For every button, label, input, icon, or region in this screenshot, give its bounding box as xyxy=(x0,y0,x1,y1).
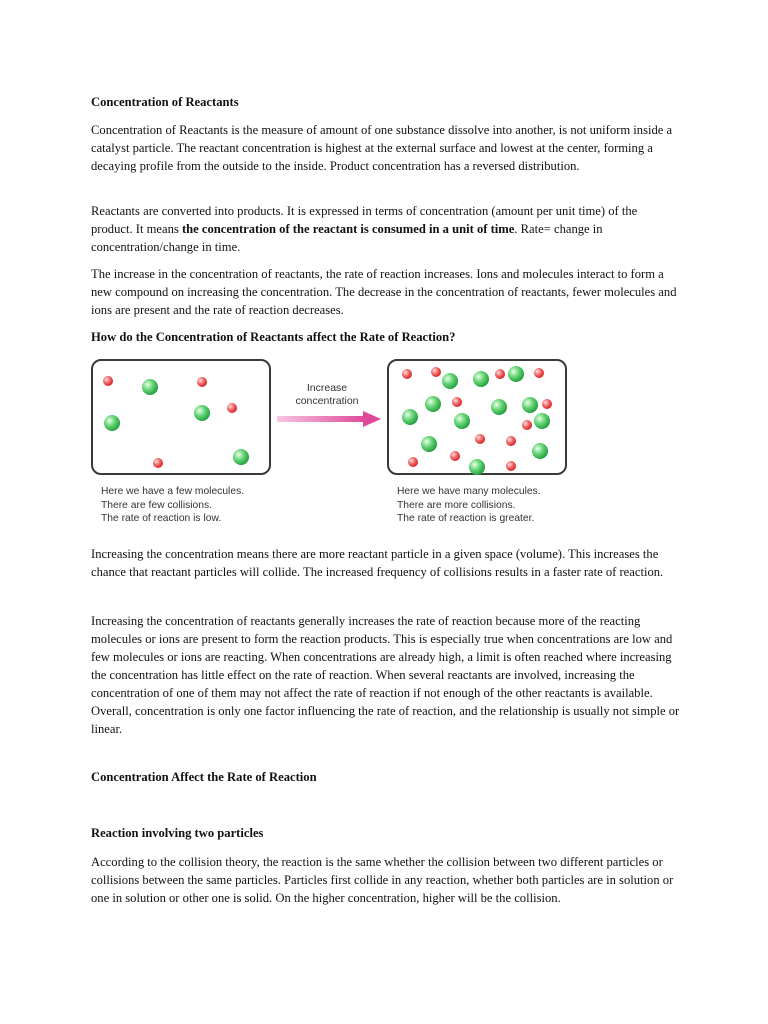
red-molecule xyxy=(153,458,163,468)
low-concentration-box xyxy=(91,359,271,475)
paragraph-rate-definition xyxy=(91,202,681,256)
red-molecule xyxy=(197,377,207,387)
red-molecule xyxy=(452,397,462,407)
green-molecule xyxy=(425,396,441,412)
heading-concentration-of-reactants: Concentration of Reactants xyxy=(91,95,239,109)
green-molecule xyxy=(508,366,524,382)
green-molecule xyxy=(454,413,470,429)
concentration-diagram xyxy=(91,357,671,532)
red-molecule xyxy=(506,461,516,471)
caption-line: Here we have many molecules. xyxy=(397,486,541,497)
caption-line: Here we have a few molecules. xyxy=(101,486,245,497)
heading-two-particles: Reaction involving two particles xyxy=(91,826,264,840)
arrow-label-line1: Increase xyxy=(306,382,348,394)
green-molecule xyxy=(469,459,485,475)
paragraph-rate-text-after: . Rate= change in concentration/change in time. xyxy=(91,222,603,254)
red-molecule xyxy=(103,376,113,386)
high-concentration-caption xyxy=(397,485,541,526)
red-molecule xyxy=(495,369,505,379)
high-concentration-box xyxy=(387,359,567,475)
green-molecule xyxy=(532,443,548,459)
increase-arrow-icon xyxy=(277,411,381,427)
caption-line: There are few collisions. xyxy=(101,499,213,511)
arrow-label xyxy=(277,382,377,408)
red-molecule xyxy=(408,457,418,467)
green-molecule xyxy=(421,436,437,452)
green-molecule xyxy=(104,415,120,431)
heading-how-concentration-affects: How do the Concentration of Reactants affect the Rate of Reaction? xyxy=(91,330,456,344)
red-molecule xyxy=(450,451,460,461)
red-molecule xyxy=(402,369,412,379)
green-molecule xyxy=(142,379,158,395)
paragraph-more-particles: Increasing the concentration means there are more reactant particle in a given space (volume). This increases the chance that reactant particles will collide. The increased frequency of collisions results in a faster rate of reaction. xyxy=(91,547,664,579)
red-molecule xyxy=(522,420,532,430)
paragraph-rate-text-before: Reactants are converted into products. It is expressed in terms of concentration (amount per unit time) of the product. It means xyxy=(91,204,638,236)
red-molecule xyxy=(534,368,544,378)
arrow-label-line2: concentration xyxy=(295,395,359,407)
red-molecule xyxy=(542,399,552,409)
red-molecule xyxy=(475,434,485,444)
paragraph-definition: Concentration of Reactants is the measure of amount of one substance dissolve into another, is not uniform inside a catalyst particle. The reactant concentration is highest at the external surface and lowest at the center, forming a decaying profile from the outside to the inside. Product concentration has a reversed distribution. xyxy=(91,123,673,173)
caption-line: The rate of reaction is low. xyxy=(101,513,222,524)
caption-line: There are more collisions. xyxy=(397,499,516,511)
paragraph-increase-effect: The increase in the concentration of reactants, the rate of reaction increases. Ions and molecules interact to form a new compound on increasing the concentration. The decrease in the concentration of reactants, fewer molecules and ions are present and the rate of reaction decreases. xyxy=(91,267,677,317)
red-molecule xyxy=(506,436,516,446)
paragraph-general-effect: Increasing the concentration of reactants generally increases the rate of reaction because more of the reacting molecules or ions are present to form the reaction products. This is especially true when concentrations are low and few molecules or ions are reacting. When concentrations are already high, a limit is often reached where increasing the concentration has little effect on the rate of reaction. When several reactants are involved, increasing the concentration of one of them may not affect the rate of reaction if not enough of the other reactants is available. Overall, concentration is only one factor influencing the rate of reaction, and the relationship is usually not simple or linear. xyxy=(91,614,680,736)
red-molecule xyxy=(227,403,237,413)
green-molecule xyxy=(442,373,458,389)
green-molecule xyxy=(194,405,210,421)
paragraph-collision-theory: According to the collision theory, the reaction is the same whether the collision between two different particles or collisions between the same particles. Particles first collide in any reaction, whether both particles are in solution or one in solution or other one is solid. On the higher concentration, higher will be the collision. xyxy=(91,855,674,905)
paragraph-rate-bold: the concentration of the reactant is consumed in a unit of time xyxy=(181,222,515,236)
green-molecule xyxy=(522,397,538,413)
green-molecule xyxy=(473,371,489,387)
green-molecule xyxy=(402,409,418,425)
red-molecule xyxy=(431,367,441,377)
green-molecule xyxy=(233,449,249,465)
green-molecule xyxy=(534,413,550,429)
low-concentration-caption xyxy=(101,485,244,526)
heading-concentration-affect: Concentration Affect the Rate of Reaction xyxy=(91,770,317,784)
caption-line: The rate of reaction is greater. xyxy=(397,513,535,524)
green-molecule xyxy=(491,399,507,415)
